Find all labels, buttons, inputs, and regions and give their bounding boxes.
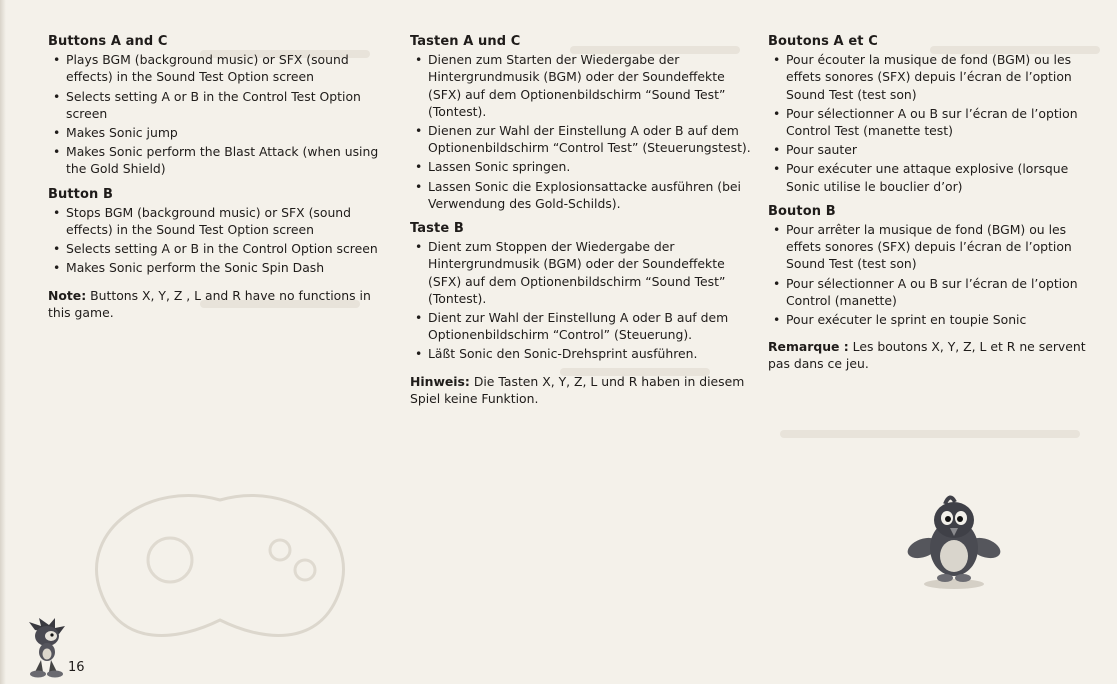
german-column: [410, 33, 755, 407]
note-paragraph: [768, 338, 1103, 372]
note-paragraph: [410, 373, 755, 407]
bullet-list: [768, 221, 1103, 328]
note-label: Hinweis:: [410, 373, 470, 389]
list-item: • Makes Sonic perform the Sonic Spin Dash: [48, 259, 388, 276]
section-heading-taste-b: Taste B: [410, 221, 464, 237]
list-item: • Läßt Sonic den Sonic-Drehsprint ausführen.: [410, 345, 755, 362]
note-label: Note:: [48, 287, 87, 303]
note-text: Buttons X, Y, Z , L and R have no functions in this game.: [48, 287, 371, 320]
bullet-list: [410, 51, 755, 212]
list-item: • Plays BGM (background music) or SFX (sound effects) in the Sound Test Option screen: [48, 51, 388, 85]
list-item: • Pour écouter la musique de fond (BGM) ou les effets sonores (SFX) depuis l’écran de l’option Sound Test (test son): [768, 51, 1103, 103]
list-item: • Selects setting A or B in the Control Option screen: [48, 240, 388, 257]
list-item: • Pour arrêter la musique de fond (BGM) ou les effets sonores (SFX) depuis l’écran de l’option Sound Test (test son): [768, 221, 1103, 273]
section-heading-button-b: Button B: [48, 186, 114, 202]
section-heading-boutons-a-c: Boutons A et C: [768, 34, 878, 49]
note-text: Die Tasten X, Y, Z, L und R haben in diesem Spiel keine Funktion.: [410, 373, 745, 406]
list-item: • Pour sauter: [768, 141, 1103, 158]
bullet-list: [410, 238, 755, 362]
flicky-bird-icon: [905, 486, 1003, 590]
list-item: • Dienen zur Wahl der Einstellung A oder B auf dem Optionenbildschirm “Control Test” (Steuerungstest).: [410, 122, 755, 156]
note-paragraph: [48, 287, 388, 321]
list-item: • Makes Sonic perform the Blast Attack (when using the Gold Shield): [48, 143, 388, 177]
bullet-list: [768, 51, 1103, 195]
list-item: • Pour sélectionner A ou B sur l’écran de l’option Control Test (manette test): [768, 105, 1103, 139]
list-item: • Makes Sonic jump: [48, 124, 388, 141]
bleed-through-line: [780, 430, 1080, 438]
list-item: • Selects setting A or B in the Control Test Option screen: [48, 88, 388, 122]
page-binding-edge: [0, 0, 6, 684]
list-item: • Dient zum Stoppen der Wiedergabe der Hintergrundmusik (BGM) oder der Soundeffekte (SFX) auf dem Optionenbildschirm “Sound Test” (Tontest).: [410, 238, 755, 307]
page-number: 16: [68, 660, 85, 675]
list-item: • Lassen Sonic springen.: [410, 158, 755, 175]
section-heading-bouton-b: Bouton B: [768, 203, 836, 219]
bleed-through-controller-outline: [60, 440, 380, 670]
bullet-list: [48, 204, 388, 277]
list-item: • Pour exécuter une attaque explosive (lorsque Sonic utilise le bouclier d’or): [768, 160, 1103, 194]
section-heading-buttons-a-c: Buttons A and C: [48, 34, 168, 49]
french-column: [768, 33, 1103, 373]
list-item: • Dienen zum Starten der Wiedergabe der Hintergrundmusik (BGM) oder der Soundeffekte (SFX) auf dem Optionenbildschirm “Sound Test” (Tontest).: [410, 51, 755, 120]
list-item: • Pour sélectionner A ou B sur l’écran de l’option Control (manette): [768, 275, 1103, 309]
list-item: • Stops BGM (background music) or SFX (sound effects) in the Sound Test Option screen: [48, 204, 388, 238]
sonic-figure-icon: [27, 616, 69, 678]
bullet-list: [48, 51, 388, 177]
list-item: • Pour exécuter le sprint en toupie Sonic: [768, 311, 1103, 328]
list-item: • Dient zur Wahl der Einstellung A oder B auf dem Optionenbildschirm “Control” (Steuerung).: [410, 309, 755, 343]
note-text: Les boutons X, Y, Z, L et R ne servent pas dans ce jeu.: [768, 339, 1086, 372]
note-label: Remarque :: [768, 339, 849, 355]
section-heading-tasten-a-c: Tasten A und C: [410, 34, 521, 49]
list-item: • Lassen Sonic die Explosionsattacke ausführen (bei Verwendung des Gold-Schilds).: [410, 178, 755, 212]
english-column: [48, 33, 388, 321]
